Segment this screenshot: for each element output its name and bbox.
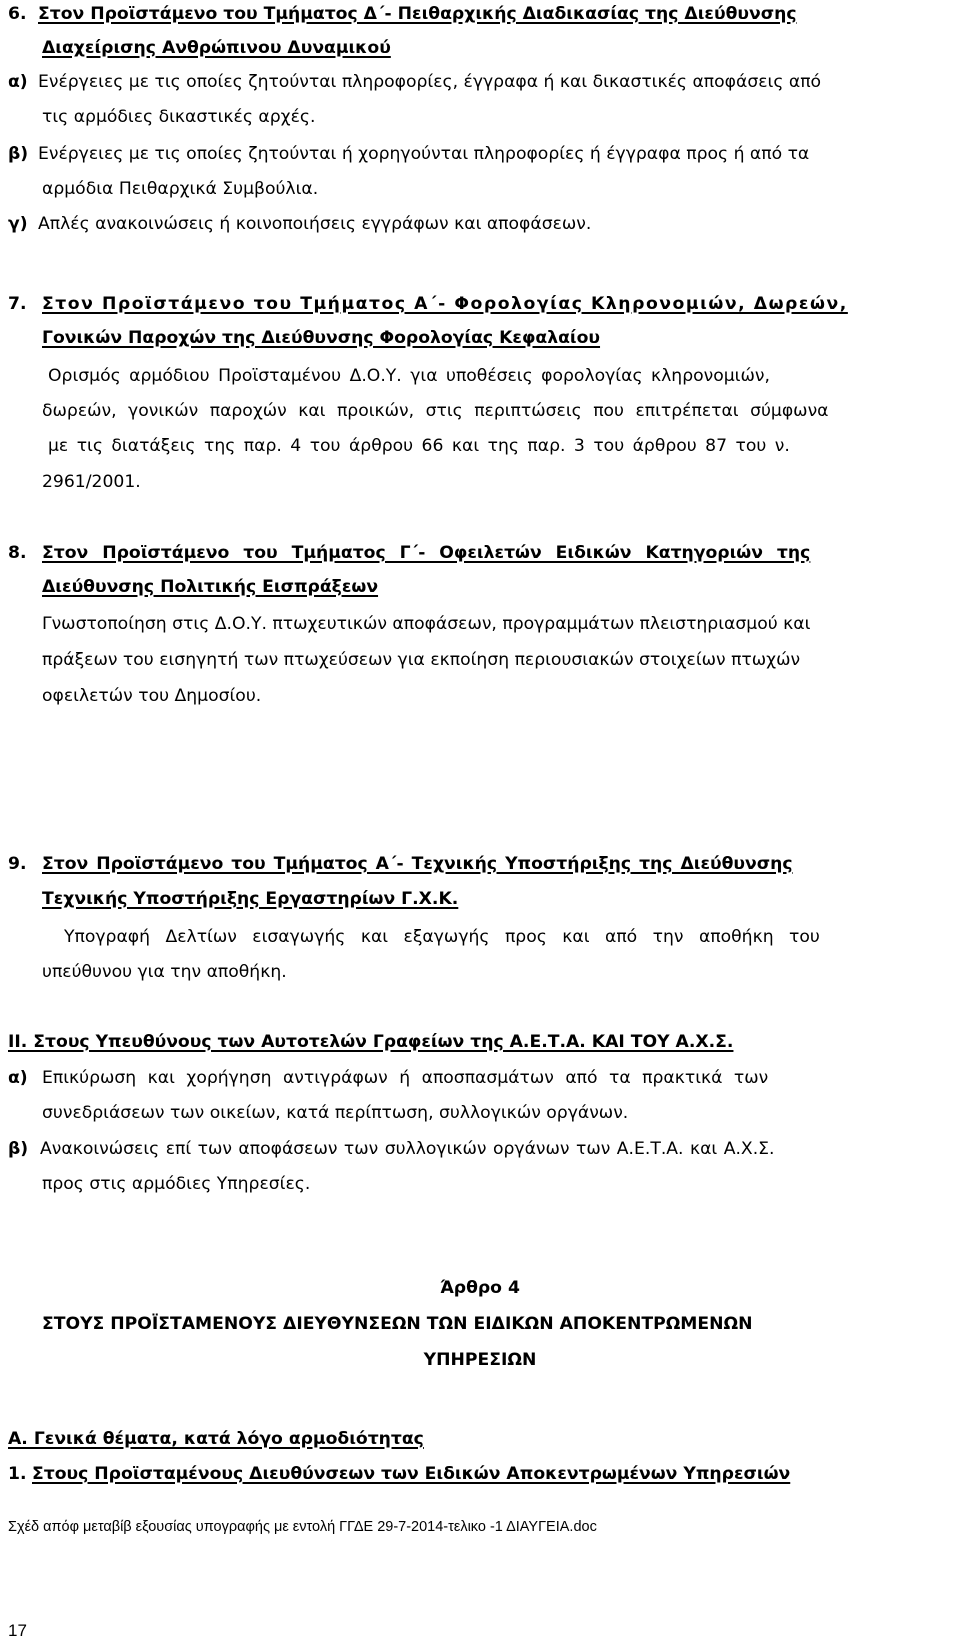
section-7-body-line3: με τις διατάξεις της παρ. 4 του άρθρου 66 και της παρ. 3 του άρθρου 87 του ν.	[48, 436, 790, 456]
section-6-item-a-text: Ενέργειες με τις οποίες ζητούνται πληροφορίες, έγγραφα ή και δικαστικές αποφάσεις από	[38, 72, 822, 92]
section-ii-item-b-label: β)	[8, 1139, 29, 1159]
section-7-body-line4: 2961/2001.	[42, 472, 141, 492]
section-7-body-line2: δωρεών, γονικών παροχών και προικών, στις περιπτώσεις που επιτρέπεται σύμφωνα	[42, 401, 829, 421]
section-6-heading-line2: Διαχείρισης Ανθρώπινου Δυναμικού	[42, 38, 391, 58]
section-7-heading-line1	[42, 292, 912, 316]
section-8-body-line1: Γνωστοποίηση στις Δ.Ο.Υ. πτωχευτικών αποφάσεων, προγραμμάτων πλειστηριασμού και	[42, 614, 811, 634]
section-8-body-line3: οφειλετών του Δημοσίου.	[42, 686, 262, 706]
section-ii-item-a-text: Επικύρωση και χορήγηση αντιγράφων ή αποσπασμάτων από τα πρακτικά των	[42, 1068, 769, 1088]
section-ii-item-a-text-cont: συνεδριάσεων των οικείων, κατά περίπτωση, συλλογικών οργάνων.	[42, 1103, 629, 1123]
section-9-body-line1: Υπογραφή Δελτίων εισαγωγής και εξαγωγής προς και από την αποθήκη του	[64, 927, 820, 947]
section-7-body-line1: Ορισμός αρμόδιου Προϊσταμένου Δ.Ο.Υ. για υποθέσεις φορολογίας κληρονομιών,	[48, 366, 770, 386]
section-6-item-c-text: Απλές ανακοινώσεις ή κοινοποιήσεις εγγράφων και αποφάσεων.	[38, 214, 592, 234]
section-a-item-1-text: Στους Προϊσταμένους Διευθύνσεων των Ειδικών Αποκεντρωμένων Υπηρεσιών	[32, 1464, 791, 1484]
footer-filename: Σχέδ απόφ μεταβίβ εξουσίας υπογραφής με εντολή ΓΓΔΕ 29-7-2014-τελικο -1 ΔΙΑΥΓΕΙΑ.doc	[8, 1519, 597, 1535]
section-6-number: 6.	[8, 4, 27, 24]
section-7-heading-text: Στον Προϊστάμενο του Τμήματος Α΄- Φορολογίας Κληρονομιών, Δωρεών,	[42, 294, 848, 314]
section-6-item-a-label: α)	[8, 72, 28, 92]
section-a-heading: Α. Γενικά θέματα, κατά λόγο αρμοδιότητας	[8, 1429, 424, 1449]
section-9-heading-line1: Στον Προϊστάμενο του Τμήματος Α΄- Τεχνικής Υποστήριξης της Διεύθυνσης	[42, 854, 793, 874]
section-6-item-b-text-cont: αρμόδια Πειθαρχικά Συμβούλια.	[42, 179, 319, 199]
section-ii-heading: ΙΙ. Στους Υπευθύνους των Αυτοτελών Γραφείων της Α.Ε.Τ.Α. ΚΑΙ ΤΟΥ Α.Χ.Σ.	[8, 1032, 734, 1052]
article-subtitle-line2: ΥΠΗΡΕΣΙΩΝ	[423, 1350, 537, 1370]
section-8-heading-line2: Διεύθυνσης Πολιτικής Εισπράξεων	[42, 577, 379, 597]
section-8-body-line2: πράξεων του εισηγητή των πτωχεύσεων για εκποίηση περιουσιακών στοιχείων πτωχών	[42, 650, 801, 670]
section-ii-item-b-text: Ανακοινώσεις επί των αποφάσεων των συλλογικών οργάνων των Α.Ε.Τ.Α. και Α.Χ.Σ.	[40, 1139, 775, 1159]
section-8-heading-line1: Στον Προϊστάμενο του Τμήματος Γ΄- Οφειλετών Ειδικών Κατηγοριών της	[42, 543, 811, 563]
section-7-number: 7.	[8, 294, 27, 314]
section-9-body-line2: υπεύθυνου για την αποθήκη.	[42, 962, 287, 982]
section-9-heading-line2: Τεχνικής Υποστήριξης Εργαστηρίων Γ.Χ.Κ.	[42, 889, 459, 909]
article-subtitle-line1: ΣΤΟΥΣ ΠΡΟΪΣΤΑΜΕΝΟΥΣ ΔΙΕΥΘΥΝΣΕΩΝ ΤΩΝ ΕΙΔΙΚΩΝ ΑΠΟΚΕΝΤΡΩΜΕΝΩΝ	[42, 1314, 753, 1334]
section-6-item-b-text: Ενέργειες με τις οποίες ζητούνται ή χορηγούνται πληροφορίες ή έγγραφα προς ή από τα	[38, 144, 810, 164]
section-6-heading-line1: Στον Προϊστάμενο του Τμήματος Δ΄- Πειθαρχικής Διαδικασίας της Διεύθυνσης	[38, 4, 797, 24]
section-8-number: 8.	[8, 543, 27, 563]
section-a-item-1-number: 1.	[8, 1464, 27, 1484]
section-9-number: 9.	[8, 854, 27, 874]
section-6-item-a-text-cont: τις αρμόδιες δικαστικές αρχές.	[42, 107, 316, 127]
page-number: 17	[8, 1621, 27, 1640]
section-6-item-c-label: γ)	[8, 214, 28, 234]
section-ii-item-a-label: α)	[8, 1068, 28, 1088]
article-title: Άρθρο 4	[440, 1278, 520, 1298]
section-7-heading-line2: Γονικών Παροχών της Διεύθυνσης Φορολογίας Κεφαλαίου	[42, 328, 601, 348]
section-6-item-b-label: β)	[8, 144, 29, 164]
section-ii-item-b-text-cont: προς στις αρμόδιες Υπηρεσίες.	[42, 1174, 311, 1194]
